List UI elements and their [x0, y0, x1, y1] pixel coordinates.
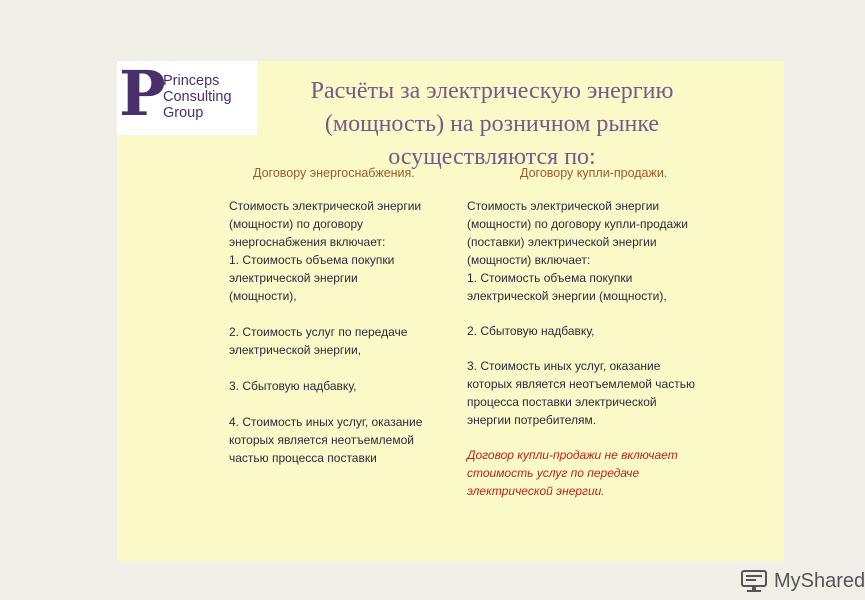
right-column-heading: Договору купли-продажи.	[520, 166, 668, 180]
right-note: Договор купли-продажи не включает стоимость услуг по передаче электрической энергии.	[467, 448, 678, 498]
company-logo	[117, 57, 257, 135]
left-column-heading: Договору энергоснабжения.	[253, 166, 415, 180]
myshared-logo-icon	[740, 569, 768, 593]
myshared-watermark[interactable]	[740, 569, 865, 593]
left-column	[229, 166, 459, 485]
logo-text	[163, 73, 232, 121]
logo-line-1: Princeps	[163, 73, 220, 89]
left-paragraph: 3. Сбытовую надбавку,	[229, 379, 357, 393]
right-paragraph: 2. Сбытовую надбавку,	[467, 324, 595, 338]
logo-line-3: Group	[163, 105, 204, 121]
left-paragraph: 4. Стоимость иных услуг, оказание которых является неотъемлемой частью процесса поставки	[229, 415, 423, 465]
watermark-text: MyShared	[774, 569, 865, 592]
logo-p-mark: P	[119, 57, 166, 130]
right-column	[467, 166, 757, 500]
slide-title: Расчёты за электрическую энергию (мощность) на розничном рынке осуществляются по:	[310, 78, 674, 170]
right-paragraph: Стоимость электрической энергии (мощности) по договору купли-продажи (поставки) электрической энергии (мощности) включает: 1. Стоимость объема покупки электрической энергии (мощности),	[467, 199, 688, 303]
slide	[117, 57, 865, 592]
left-paragraph: 2. Стоимость услуг по передаче электрической энергии,	[229, 325, 408, 357]
right-paragraph: 3. Стоимость иных услуг, оказание которых является неотъемлемой частью процесса поставки электрической энергии потребителям.	[467, 359, 695, 427]
left-paragraph: Стоимость электрической энергии (мощности) по договору энергоснабжения включает: 1. Стоимость объема покупки электрической энергии (мощности),	[229, 199, 422, 303]
logo-line-2: Consulting	[163, 89, 232, 105]
